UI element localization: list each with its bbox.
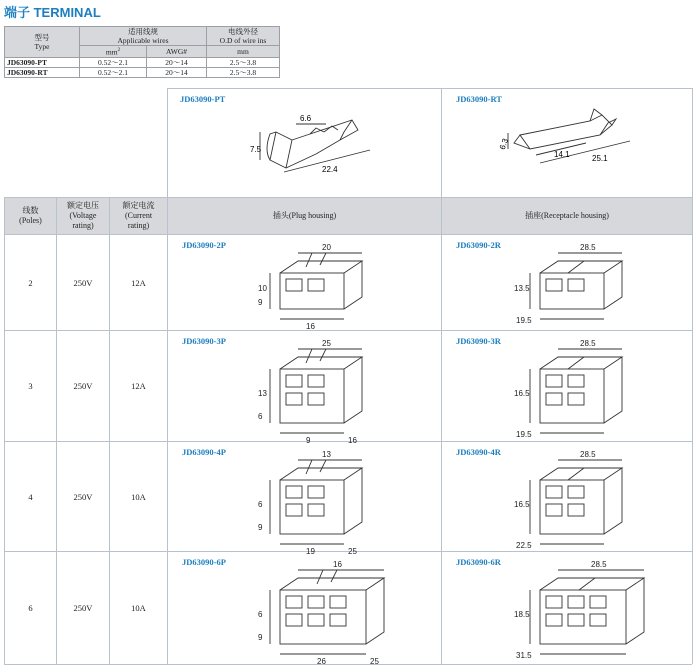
voltage-value: 250V <box>73 603 93 613</box>
current-value: 10A <box>131 491 146 502</box>
dim-label: 20 <box>322 243 331 252</box>
dim-label: 9 <box>258 523 263 532</box>
pt-terminal-drawing <box>240 110 390 182</box>
dim-label: 16.5 <box>514 500 530 509</box>
plug-model: JD63090-2P <box>182 240 226 250</box>
wires-header: 适用线规 Applicable wires <box>80 27 207 46</box>
dim-label: 6 <box>258 500 263 509</box>
voltage-value: 250V <box>73 277 93 288</box>
dim-label: 28.5 <box>591 560 607 569</box>
current-value: 12A <box>131 277 146 288</box>
dim-label: 16.5 <box>514 389 530 398</box>
dim-label: 19 <box>306 547 315 556</box>
dim-label: 25 <box>348 547 357 556</box>
receptacle-header: 插座(Receptacle housing) <box>442 198 692 234</box>
poles-value: 2 <box>28 277 33 288</box>
dim-label: 25 <box>322 339 331 348</box>
receptacle-housing-drawing <box>500 450 670 550</box>
receptacle-housing-drawing <box>500 339 670 439</box>
rt-model: JD63090-RT <box>456 94 502 104</box>
receptacle-model: JD63090-6R <box>456 557 501 567</box>
receptacle-housing-drawing <box>500 243 670 328</box>
dim-label: 14.1 <box>554 150 570 159</box>
dim-label: 6 <box>258 412 263 421</box>
dim-label: 18.5 <box>514 610 530 619</box>
plug-housing-drawing <box>240 339 400 445</box>
plug-model: JD63090-3P <box>182 336 226 346</box>
poles-value: 6 <box>28 603 33 613</box>
dim-label: 19.5 <box>516 430 532 439</box>
page-title: 端子 TERMINAL <box>4 5 101 20</box>
dim-label: 10 <box>258 284 267 293</box>
dim-label: 16 <box>348 436 357 445</box>
dim-label: 13.5 <box>514 284 530 293</box>
unit-awg: AWG# <box>147 46 207 58</box>
table-row: JD63090-RT 0.52～2.1 20～14 2.5～3.8 <box>5 67 280 77</box>
dim-label: 31.5 <box>516 651 532 660</box>
terminal-spec-table <box>4 26 280 78</box>
current-value: 10A <box>131 603 146 613</box>
poles-value: 4 <box>28 491 33 502</box>
current-header: 额定电流 (Current rating) <box>110 198 167 234</box>
plug-housing-drawing <box>240 560 400 666</box>
receptacle-model: JD63090-4R <box>456 447 501 457</box>
dim-label: 16 <box>333 560 342 569</box>
dim-label: 7.5 <box>250 145 262 154</box>
dim-label: 9 <box>258 298 263 307</box>
rt-terminal-drawing <box>480 105 650 175</box>
dim-label: 13 <box>258 389 267 398</box>
dim-label: 25 <box>370 657 379 666</box>
unit-mm: mm <box>207 46 280 58</box>
dim-label: 9 <box>258 633 263 642</box>
dim-label: 19.5 <box>516 316 532 325</box>
pt-model: JD63090-PT <box>180 94 226 104</box>
plug-housing-drawing <box>240 450 400 556</box>
dim-label: 16 <box>306 322 315 331</box>
dim-label: 22.4 <box>322 165 338 174</box>
dim-label: 28.5 <box>580 450 596 459</box>
dim-label: 6 <box>258 610 263 619</box>
dim-label: 28.5 <box>580 243 596 252</box>
receptacle-model: JD63090-2R <box>456 240 501 250</box>
poles-header: 线数 (Poles) <box>5 198 56 234</box>
unit-mm2: $mm^2$ <box>80 46 147 58</box>
poles-value: 3 <box>28 381 33 391</box>
voltage-value: 250V <box>73 491 93 502</box>
plug-housing-drawing <box>240 243 400 331</box>
od-header: 电线外径 O.D of wire ins <box>207 27 280 46</box>
current-value: 12A <box>131 381 146 391</box>
dim-label: 6.3 <box>497 137 511 151</box>
plug-model: JD63090-6P <box>182 557 226 567</box>
dim-label: 22.5 <box>516 541 532 550</box>
dim-label: 28.5 <box>580 339 596 348</box>
dim-label: 13 <box>322 450 331 459</box>
receptacle-model: JD63090-3R <box>456 336 501 346</box>
dim-label: 6.6 <box>300 114 312 123</box>
dim-label: 9 <box>306 436 311 445</box>
dim-label: 26 <box>317 657 326 666</box>
table-row: JD63090-PT 0.52～2.1 20～14 2.5～3.8 <box>5 57 280 67</box>
voltage-header: 额定电压 (Voltage rating) <box>57 198 109 234</box>
plug-model: JD63090-4P <box>182 447 226 457</box>
receptacle-housing-drawing <box>500 560 670 662</box>
dim-label: 25.1 <box>592 154 608 163</box>
type-header: 型号 Type <box>5 27 80 58</box>
plug-header: 插头(Plug housing) <box>168 198 441 234</box>
voltage-value: 250V <box>73 381 93 391</box>
